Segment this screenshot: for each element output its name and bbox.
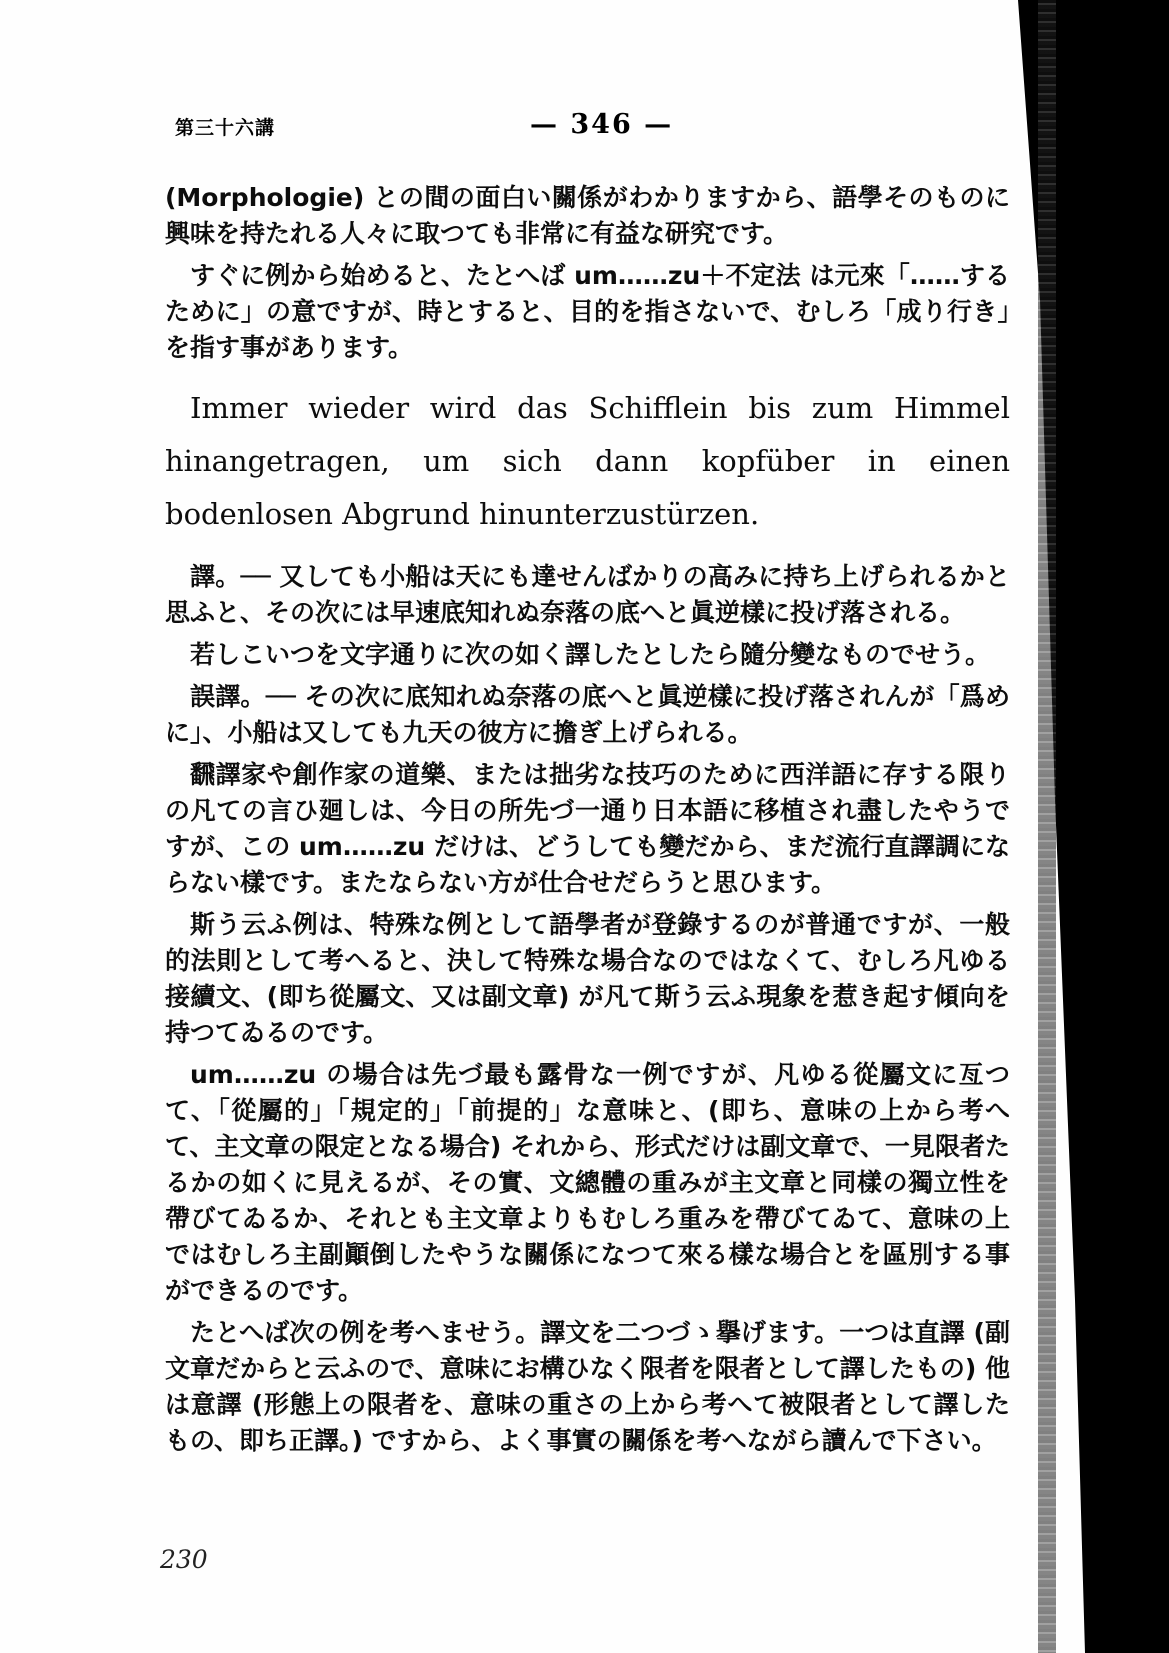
paragraph: 斯う云ふ例は、特殊な例として語學者が登錄するのが普通ですが、一般的法則として考へると、決して特殊な場合なのではなくて、むしろ凡ゆる接續文、(即ち從屬文、又は副文章) が凡て斯う云ふ現象を惹き起す傾向を持つてゐるのです。 (165, 910, 1010, 1047)
page-edge-shadow (1038, 0, 1056, 1653)
main-text (165, 180, 1010, 1465)
page-number: — 346 — (530, 109, 674, 140)
paragraph: 若しこいつを文字通りに次の如く譯したとしたら隨分變なものでせう。 (190, 640, 991, 669)
paragraph: um……zu の場合は先づ最も露骨な一例ですが、凡ゆる從屬文に亙つて、「從屬的」「規定的」「前提的」な意味と、(即ち、意味の上から考へて、主文章の限定となる場合) それから、形式だけは副文章で、一見限者たるかの如くに見えるが、その實、文總體の重みが主文章と同樣の獨立性を帶びてゐるか、それとも主文章よりもむしろ重みを帶びてゐて、意味の上ではむしろ主副顚倒したやうな關係になつて來る樣な場合とを區別する事ができるのです。 (165, 1060, 1010, 1305)
paragraph: (Morphologie) との間の面白い關係がわかりますから、語學そのものに興味を持たれる人々に取つても非常に有益な研究です。 (165, 183, 1010, 248)
paragraph: 飜譯家や創作家の道樂、または拙劣な技巧のために西洋語に存する限りの凡ての言ひ廻しは、今日の所先づ一通り日本語に移植され盡したやうですが、この um……zu だけは、どうしても變だから、まだ流行直譯調にならない樣です。またならない方が仕合せだらうと思ひます。 (165, 760, 1010, 897)
running-header (0, 109, 1000, 143)
paragraph: たとへば次の例を考へませう。譯文を二つづゝ擧げます。一つは直譯 (副文章だからと云ふので、意味にお構ひなく限者を限者として譯したもの) 他は意譯 (形態上の限者を、意味の重さの上から考へて被限者として譯したもの、即ち正譯。) ですから、よく事實の關係を考へながら讀んで下さい。 (165, 1318, 1010, 1455)
chapter-title: 第三十六講 (175, 117, 276, 139)
folio-number: 230 (160, 1545, 208, 1574)
german-example: Immer wieder wird das Schifflein bis zum Himmel hinangetragen, um sich dann kopfüber in einen bodenlosen Abgrund hinunterzustürzen. (165, 391, 1010, 531)
paragraph-translation: 譯。── 又しても小船は天にも達せんばかりの高みに持ち上げられるかと思ふと、その次には早速底知れぬ奈落の底へと眞逆樣に投げ落される。 (165, 562, 1010, 627)
paragraph: すぐに例から始めると、たとへば um……zu＋不定法 は元來「……するために」の意ですが、時とすると、目的を指さないで、むしろ「成り行き」を指す事があります。 (165, 261, 1010, 362)
scan-border (1125, 0, 1169, 1653)
paragraph-mistranslation: 誤譯。── その次に底知れぬ奈落の底へと眞逆樣に投げ落されんが「爲めに」、小船は又しても九天の彼方に擔ぎ上げられる。 (165, 682, 1010, 747)
